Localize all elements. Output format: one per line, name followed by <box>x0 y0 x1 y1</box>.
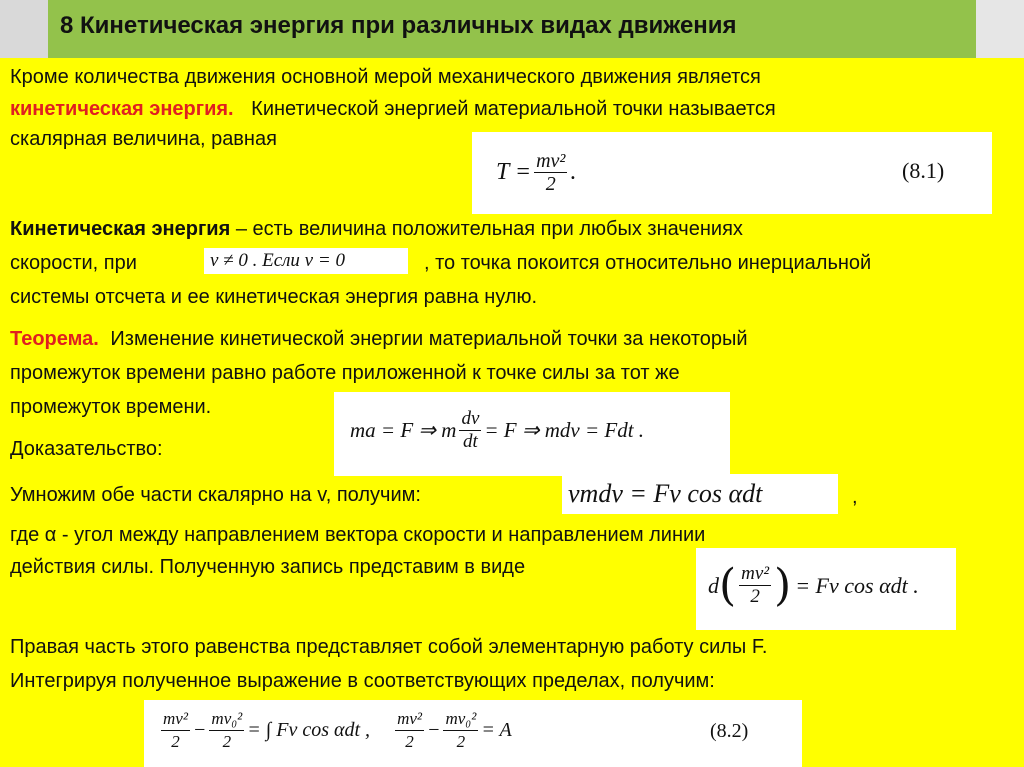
formula-8-2-num3: mv² <box>395 708 424 731</box>
formula-8-2-num2: mv₀² <box>209 708 244 731</box>
formula-8-2-num4: mv₀² <box>443 708 478 731</box>
para1-line2-text: Кинетической энергией материальной точки называется <box>251 98 776 120</box>
formula-chain-part2: = F ⇒ mdv = Fdt . <box>484 418 645 442</box>
para1-line3: скалярная величина, равная <box>10 128 277 150</box>
para2-line1-text: – есть величина положительная при любых значениях <box>235 218 743 240</box>
inline-condition: v ≠ 0 . Если v = 0 <box>204 248 408 274</box>
formula-d-prefix: d <box>708 572 719 598</box>
formula-d-rest: = Fv cos αdt . <box>795 572 919 598</box>
theorem-line1-text: Изменение кинетической энергии материальной точки за некоторый <box>110 328 748 350</box>
multiply-text: Умножим обе части скалярно на v, получим: <box>10 484 421 506</box>
para-last-line1: Правая часть этого равенства представляет собой элементарную работу силы F. <box>10 636 768 658</box>
formula-8-1-fraction <box>534 150 567 195</box>
theorem-line2: промежуток времени равно работе приложенной к точке силы за тот же <box>10 362 680 384</box>
formula-8-2-den4: 2 <box>456 732 466 751</box>
formula-8-2-frac1 <box>161 708 190 753</box>
formula-8-2-den1: 2 <box>171 732 180 751</box>
para1-line1 <box>10 62 1014 92</box>
term-kinetic-energy-2: Кинетическая энергия <box>10 218 231 240</box>
eq-number-8-2: (8.2) <box>710 720 749 742</box>
page-title: 8 Кинетическая энергия при различных видах движения <box>60 12 737 39</box>
title-bar-left-accent <box>0 0 48 58</box>
eq-number-8-1: (8.1) <box>902 158 945 183</box>
para2-line3: системы отсчета и ее кинетическая энергия равна нулю. <box>10 286 538 308</box>
formula-8-1-period: . <box>570 159 577 185</box>
slide-content <box>6 58 1018 767</box>
term-kinetic-energy: кинетическая энергия. <box>10 98 234 120</box>
multiply-comma: , <box>852 486 858 508</box>
formula-chain-denominator: dt <box>463 431 478 452</box>
formula-8-1-denominator: 2 <box>545 173 556 195</box>
para-last-line2: Интегрируя полученное выражение в соответствующих пределах, получим: <box>10 670 715 692</box>
formula-chain-part1: ma = F ⇒ m <box>350 418 457 442</box>
formula-chain <box>334 392 730 476</box>
where-line2: действия силы. Полученную запись представим в виде <box>10 556 526 578</box>
formula-chain-fraction <box>459 408 481 453</box>
theorem-line3: промежуток времени. <box>10 396 212 418</box>
theorem-line1 <box>10 324 748 354</box>
title-bar <box>0 0 1024 58</box>
para1-line2 <box>10 94 776 124</box>
title-bar-right-accent <box>976 0 1024 58</box>
formula-8-2-frac4 <box>443 708 478 753</box>
para1-line1-text: Кроме количества движения основной мерой механического движения является <box>10 66 761 88</box>
formula-8-2-eq-a: = A <box>481 719 512 741</box>
formula-8-2-minus2: − <box>426 719 441 741</box>
formula-d-numerator: mv² <box>741 563 770 584</box>
formula-d-rparen: ) <box>774 560 792 611</box>
formula-8-1 <box>472 132 992 214</box>
proof-label: Доказательство: <box>10 438 163 460</box>
para2-line1 <box>10 214 1014 244</box>
where-line1: где α - угол между направлением вектора скорости и направлением линии <box>10 524 706 546</box>
formula-8-1-numerator: mv² <box>536 150 566 172</box>
formula-8-2 <box>144 700 802 767</box>
para2-line2-end: , то точка покоится относительно инерциальной <box>424 252 872 274</box>
formula-d <box>696 548 956 630</box>
formula-8-1-lhs: T = <box>496 159 532 185</box>
formula-8-2-den2: 2 <box>222 732 232 751</box>
theorem-label: Теорема. <box>10 328 99 350</box>
formula-8-2-num1: mv² <box>161 708 190 731</box>
formula-d-fraction <box>739 563 771 608</box>
formula-chain-numerator: dv <box>461 408 480 429</box>
formula-multiply: vmdv = Fv cos αdt <box>562 474 838 514</box>
formula-8-2-den3: 2 <box>405 732 414 751</box>
formula-d-lparen: ( <box>719 560 737 611</box>
formula-d-denominator: 2 <box>750 586 760 607</box>
formula-8-2-minus1: − <box>192 719 207 741</box>
para2-line2-start: скорости, при <box>10 252 137 274</box>
formula-8-2-integral: = ∫ Fv cos αdt , <box>247 719 371 741</box>
formula-8-2-frac2 <box>209 708 244 753</box>
formula-8-2-frac3 <box>395 708 424 753</box>
